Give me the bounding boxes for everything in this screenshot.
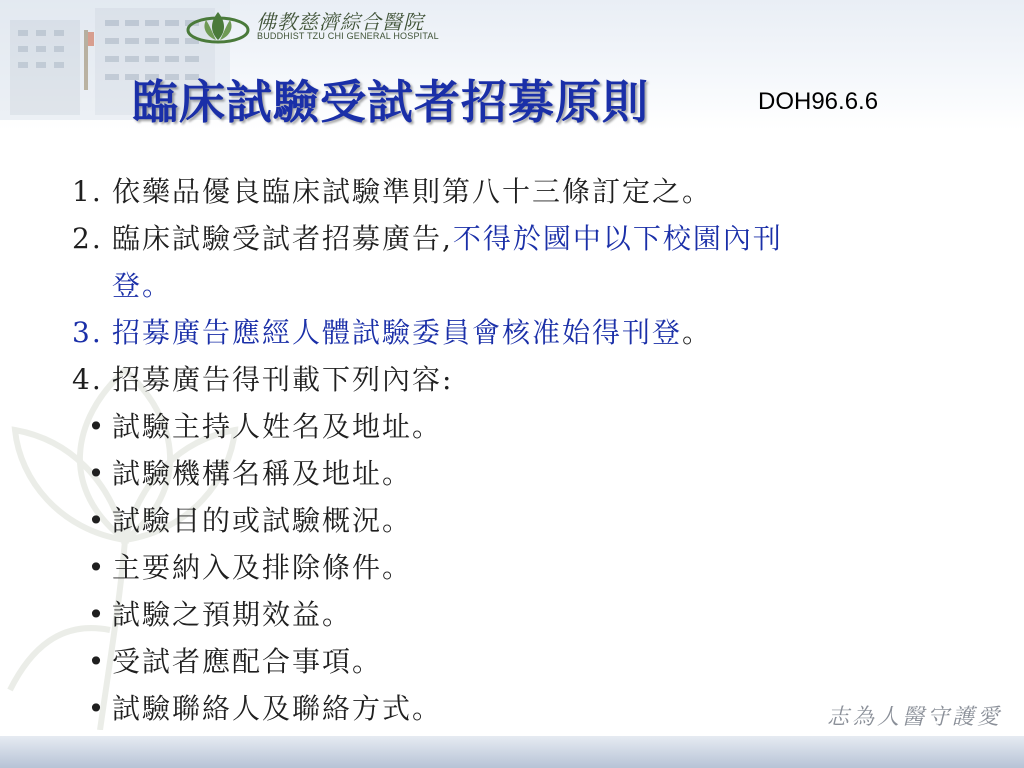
slide-title: 臨床試驗受試者招募原則 [132,75,649,129]
bullet-text: 試驗聯絡人及聯絡方式。 [112,692,443,725]
bullet-item [72,403,972,450]
bullet-text: 試驗之預期效益。 [112,598,353,631]
tzu-chi-logo-icon [186,8,250,46]
item-highlight-text: 登。 [112,269,173,302]
item-number: 2. [72,222,103,255]
item-text: 。 [682,316,713,349]
item-text: 招募廣告得刊載下列內容: [112,363,454,396]
bullet-item [72,497,972,544]
bullet-text: 主要納入及排除條件。 [112,551,413,584]
item-highlight-text: 不得於國中以下校園內刊 [452,222,783,255]
item-number: 3. [72,316,103,349]
title-reference-code: DOH96.6.6 [758,88,879,115]
numbered-item-1 [72,168,972,215]
bullet-icon: • [87,551,107,584]
bullet-item [72,591,972,638]
slide-body [72,168,972,732]
item-highlight-text: 招募廣告應經人體試驗委員會核准始得刊登 [112,316,683,349]
bullet-icon: • [87,457,107,490]
item-number: 4. [72,363,103,396]
bullet-text: 受試者應配合事項。 [112,645,383,678]
footer-band [0,736,1024,768]
bullet-item [72,544,972,591]
item-number: 1. [72,175,103,208]
bullet-item [72,450,972,497]
numbered-item-2 [72,215,972,262]
bullet-text: 試驗機構名稱及地址。 [112,457,413,490]
hospital-name-english: BUDDHIST TZU CHI GENERAL HOSPITAL [257,31,439,41]
bullet-icon: • [87,410,107,443]
numbered-item-3 [72,309,972,356]
bullet-icon: • [87,598,107,631]
bullet-icon: • [87,645,107,678]
item-text: 臨床試驗受試者招募廣告, [112,222,453,255]
hospital-name-chinese: 佛教慈濟綜合醫院 [256,10,424,34]
numbered-item-4 [72,356,972,403]
bullet-text: 試驗主持人姓名及地址。 [112,410,443,443]
hospital-motto-signature: 志為人醫守護愛 [826,705,1002,730]
bullet-item [72,638,972,685]
bullet-text: 試驗目的或試驗概況。 [112,504,413,537]
numbered-item-2-continuation [72,262,972,309]
item-text: 依藥品優良臨床試驗準則第八十三條訂定之。 [112,175,713,208]
bullet-icon: • [87,504,107,537]
bullet-icon: • [87,692,107,725]
